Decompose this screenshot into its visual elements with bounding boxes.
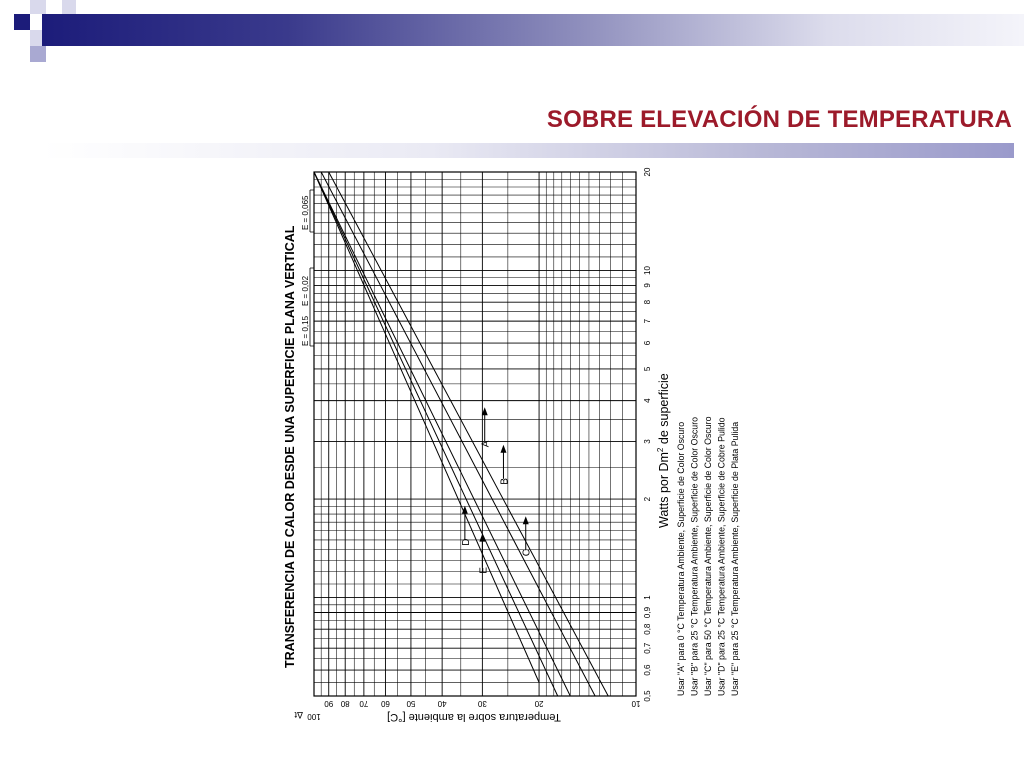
x-axis-title-rest: de superficie [657,373,671,448]
annotation-label-b: B [499,478,511,485]
legend-line: Usar "A" para 0 °C Temperatura Ambiente, Superficie de Color Oscuro [676,421,686,696]
x-tick-label: 0,5 [643,690,652,702]
x-tick-label: 9 [643,283,652,288]
x-tick-label: 4 [643,398,652,403]
x-tick-label: 0,8 [643,623,652,635]
chart-legend [676,416,740,696]
x-axis-title [656,373,671,528]
x-axis-title-sup: 2 [656,447,665,453]
y-tick-label: 10 [631,699,641,708]
annotation-label-d: D [460,538,472,546]
y-axis-prefix: Δt [294,710,303,720]
x-tick-label: 0,6 [643,664,652,676]
chart-grid [310,172,636,696]
x-tick-label: 5 [643,366,652,372]
legend-line: Usar "D" para 25 °C Temperatura Ambiente, Superficie de Cobre Pulido [716,417,727,696]
x-tick-label: 20 [643,167,652,177]
x-tick-label: 10 [643,266,652,275]
series-line-1 [329,172,609,696]
series-line-5 [314,172,539,683]
chart-annotations [461,407,533,573]
x-tick-label: 6 [643,340,652,346]
series-line-4 [314,172,558,696]
y-tick-label: 90 [324,699,334,708]
annotation-label-a: A [480,440,492,448]
emissivity-label-2: E = 0,02 [301,275,310,306]
y-tick-label: 40 [437,699,447,708]
y-axis-title: Temperatura sobre la ambiente [°C] [387,711,561,723]
y-tick-label: 80 [340,699,350,708]
y-tick-label: 70 [359,699,369,708]
emissivity-label-1: E = 0,15 [301,315,310,346]
y-tick-label: 20 [534,699,544,708]
y-tick-label: 60 [380,699,390,708]
x-tick-label: 0,7 [643,642,652,654]
y-tick-label: 100 [307,712,321,721]
x-tick-labels [643,167,652,702]
annotation-arrowhead [500,445,506,453]
x-tick-label: 3 [643,439,652,444]
slide-title: SOBRE ELEVACIÓN DE TEMPERATURA [546,106,1012,133]
annotation-label-e: E [478,567,490,574]
y-tick-label: 50 [406,699,416,708]
annotation-arrowhead [523,516,529,524]
x-tick-label: 1 [643,595,652,600]
legend-line: Usar "C" para 50 °C Temperatura Ambiente, Superficie de Color Oscuro [703,416,713,696]
emissivity-label-3: E = 0,065 [301,195,310,230]
chart-series [314,172,608,696]
legend-line: Usar "B" para 25 °C Temperatura Ambiente, Superficie de Color Oscuro [689,416,700,696]
x-tick-label: 8 [643,299,652,305]
x-tick-label: 2 [643,496,652,502]
x-tick-label: 7 [643,318,652,324]
y-tick-label: 30 [477,699,487,708]
x-tick-label: 0,9 [643,606,652,619]
legend-line: Usar "E" para 25 °C Temperatura Ambiente, Superficie de Plata Pulida [730,421,740,696]
x-axis-title-main: Watts por Dm [657,452,671,528]
chart-title: TRANSFERENCIA DE CALOR DESDE UNA SUPERFICIE PLANA VERTICAL [283,225,297,668]
annotation-label-c: C [521,549,533,557]
